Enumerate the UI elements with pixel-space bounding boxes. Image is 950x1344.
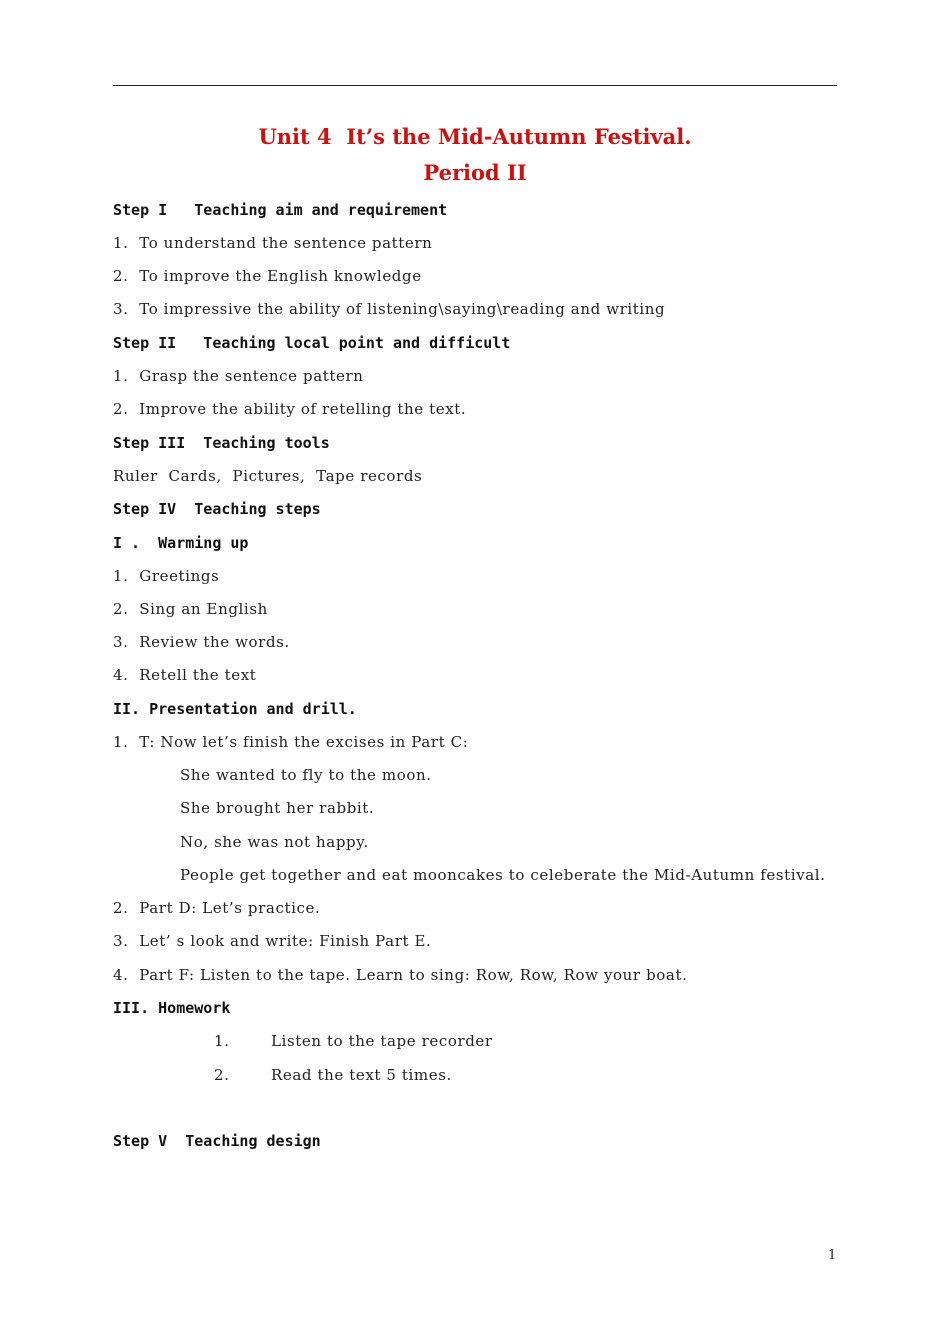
page-number: 1	[828, 1248, 837, 1263]
answer-line-3: No, she was not happy.	[180, 833, 369, 851]
answer-line-2: She brought her rabbit.	[180, 799, 375, 817]
step2-heading: Step II Teaching local point and difficult	[113, 334, 511, 352]
warmup-item-2: 2. Sing an English	[113, 600, 268, 618]
presentation-item-2: 2. Part D: Let’s practice.	[113, 899, 321, 917]
answer-line-4: People get together and eat mooncakes to celeberate the Mid-Autumn festival.	[180, 866, 826, 884]
step1-heading: Step I Teaching aim and requirement	[113, 201, 448, 219]
presentation-item-4: 4. Part F: Listen to the tape. Learn to sing: Row, Row, Row your boat.	[113, 966, 688, 984]
warmup-item-3: 3. Review the words.	[113, 633, 290, 651]
homework-item-1-text: Listen to the tape recorder	[271, 1032, 493, 1050]
presentation-heading: II. Presentation and drill.	[113, 700, 357, 718]
warmup-item-1: 1. Greetings	[113, 567, 220, 585]
step3-heading: Step III Teaching tools	[113, 434, 330, 452]
step1-item-2: 2. To improve the English knowledge	[113, 267, 422, 285]
step1-item-1: 1. To understand the sentence pattern	[113, 234, 433, 252]
step2-item-1: 1. Grasp the sentence pattern	[113, 367, 364, 385]
step2-item-2: 2. Improve the ability of retelling the text.	[113, 400, 467, 418]
warmup-heading: I . Warming up	[113, 534, 249, 552]
step3-tools: Ruler Cards, Pictures, Tape records	[113, 467, 423, 485]
homework-item-2-number: 2.	[214, 1066, 230, 1084]
answer-line-1: She wanted to fly to the moon.	[180, 766, 432, 784]
header-rule	[113, 85, 837, 86]
presentation-item-1: 1. T: Now let’s finish the excises in Part C:	[113, 733, 469, 751]
document-subtitle: Period II	[423, 160, 527, 185]
document-title: Unit 4 It’s the Mid-Autumn Festival.	[258, 124, 692, 149]
step5-heading: Step V Teaching design	[113, 1132, 321, 1150]
homework-item-1-number: 1.	[214, 1032, 230, 1050]
presentation-item-3: 3. Let’ s look and write: Finish Part E.	[113, 932, 432, 950]
step4-heading: Step IV Teaching steps	[113, 500, 321, 518]
homework-item-2-text: Read the text 5 times.	[271, 1066, 452, 1084]
step1-item-3: 3. To impressive the ability of listening\saying\reading and writing	[113, 300, 666, 318]
homework-heading: III. Homework	[113, 999, 231, 1017]
warmup-item-4: 4. Retell the text	[113, 666, 257, 684]
